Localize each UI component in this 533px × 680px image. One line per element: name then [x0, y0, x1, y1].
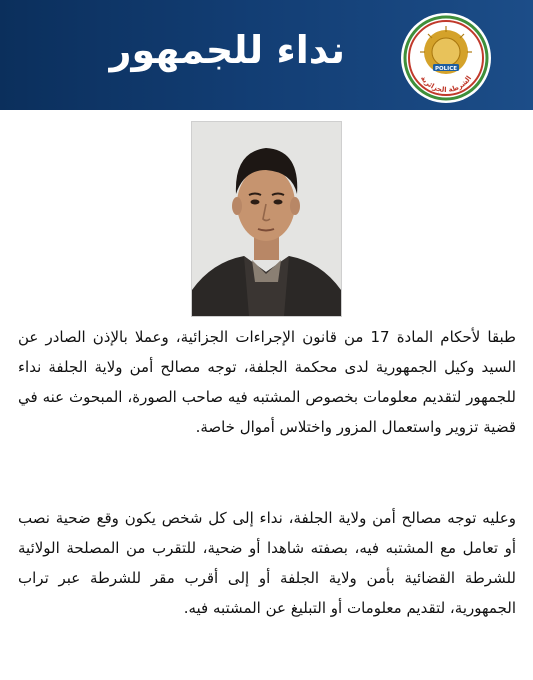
emblem-ring-text: الشرطة الجزائرية	[418, 74, 474, 95]
header-banner	[0, 0, 533, 110]
suspect-photo	[191, 121, 342, 317]
emblem-police-text: POLICE	[434, 66, 458, 72]
police-emblem-svg	[400, 12, 492, 104]
suspect-portrait-photo-icon	[192, 122, 341, 316]
appeal-paragraph-2: وعليه توجه مصالح أمن ولاية الجلفة، نداء إلى كل شخص يكون وقع ضحية نصب أو تعامل مع المشتبه فيه، بصفته شاهدا أو ضحية، للتقرب من المصلحة الولائية للشرطة القضائية بأمن ولاية الجلفة أو إلى أقرب مقر للشرطة عبر تراب الجمهورية، لتقديم معلومات أو التبليغ عن المشتبه فيه.	[18, 509, 516, 617]
police-emblem-icon	[400, 12, 492, 104]
appeal-paragraph-1: طبقا لأحكام المادة 17 من قانون الإجراءات الجزائية، وعملا بالإذن الصادر عن السيد وكيل الجمهورية لدى محكمة الجلفة، توجه مصالح أمن ولاية الجلفة نداء للجمهور لتقديم معلومات بخصوص المشتبه فيه صاحب الصورة، المبحوث عنه في قضية تزوير واستعمال المزور واختلاس أموال خاصة.	[18, 328, 516, 436]
emblem-inner-medallion	[432, 38, 460, 66]
page-title: نداء للجمهور	[109, 28, 345, 72]
